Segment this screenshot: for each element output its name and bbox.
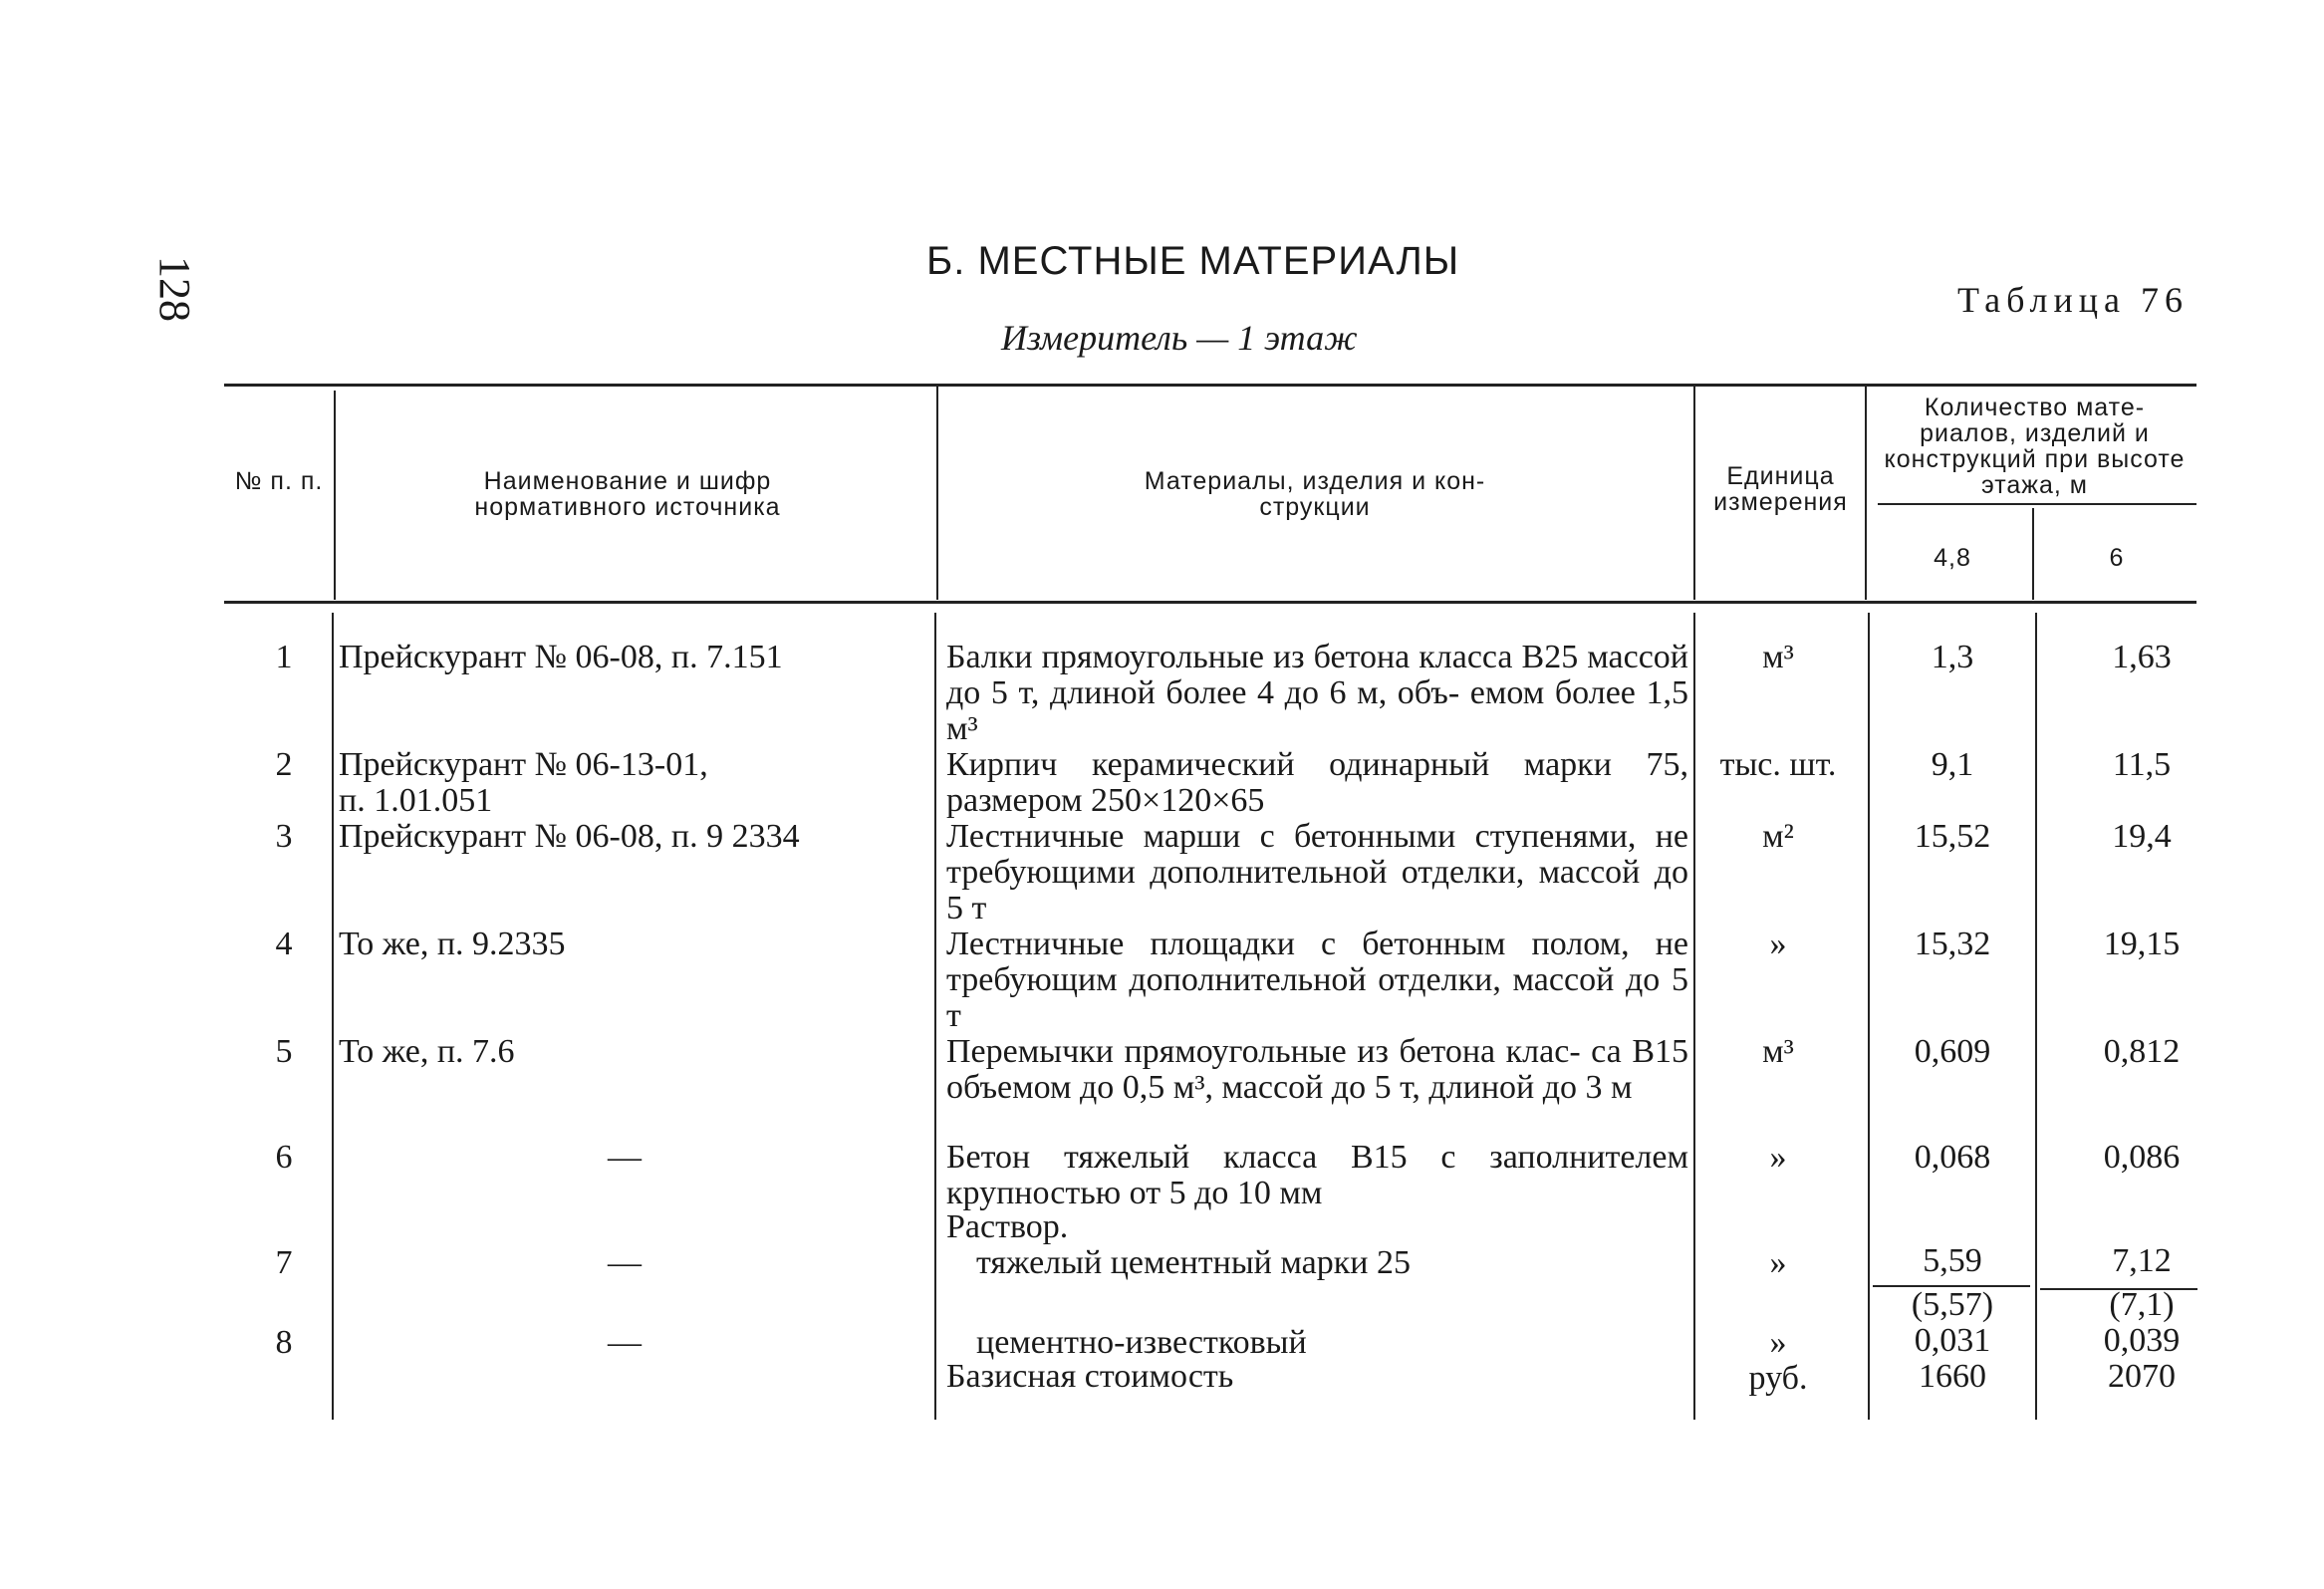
row-value-6: 1,63 — [2112, 639, 2172, 675]
row-material: Перемычки прямоугольные из бетона клас- са В15 объемом до 0,5 м³, массой до 5 т, длиной до 3 м — [946, 1033, 1688, 1106]
row-source: Прейскурант № 06-13-01, — [339, 746, 708, 783]
row-value-4-8: 5,59 — [1923, 1242, 1982, 1279]
row-value-6: 19,15 — [2103, 926, 2181, 962]
section-title: Б. МЕСТНЫЕ МАТЕРИАЛЫ — [926, 239, 1460, 283]
header-bottom-rule — [224, 601, 2196, 604]
row-material: Балки прямоугольные из бетона класса В25 массой до 5 т, длиной более 4 до 6 м, объ- емом более 1,5 м³ — [946, 639, 1688, 747]
row-num: 4 — [275, 926, 293, 962]
col-divider — [334, 391, 336, 600]
col-divider — [332, 613, 334, 1420]
row-value-6: 7,12 — [2112, 1242, 2172, 1279]
row-value-4-8: 15,52 — [1914, 818, 1991, 855]
row-value-4-8: 0,068 — [1914, 1139, 1991, 1176]
row-material: Кирпич керамический одинарный марки 75, размером 250×120×65 — [946, 746, 1688, 819]
col-divider — [1693, 384, 1695, 600]
row-unit: » — [1769, 926, 1787, 962]
row-value-6: 0,086 — [2103, 1139, 2181, 1176]
footer-label: Базисная стоимость — [946, 1358, 1234, 1395]
row-num: 1 — [275, 639, 293, 675]
row-unit: м³ — [1762, 1033, 1794, 1070]
row-source: Прейскурант № 06-08, п. 9 2334 — [339, 818, 800, 855]
row-material: тяжелый цементный марки 25 — [976, 1244, 1411, 1281]
header-source: Наименование и шифр нормативного источника — [474, 467, 781, 521]
table-top-rule — [224, 384, 2196, 387]
row-unit: » — [1769, 1324, 1787, 1361]
measure-caption: Измеритель — 1 этаж — [1001, 318, 1358, 358]
row-num: 8 — [275, 1324, 293, 1361]
row-material: Лестничные марши с бетонными ступенями, не требующими дополнительной отделки, массой до 5 т — [946, 818, 1688, 927]
header-materials: Материалы, изделия и кон- струкции — [1144, 467, 1486, 521]
row-material: Бетон тяжелый класса В15 с заполнителем крупностью от 5 до 10 мм — [946, 1139, 1688, 1211]
row-source: Прейскурант № 06-08, п. 7.151 — [339, 639, 783, 675]
row-source-dash: — — [608, 1244, 642, 1281]
row-material-heading: Раствор. — [946, 1208, 1069, 1245]
row-value-4-8: 0,031 — [1914, 1322, 1991, 1359]
page-number: 128 — [150, 256, 199, 322]
row-value-6: 19,4 — [2112, 818, 2172, 855]
col-divider — [1865, 384, 1867, 600]
row-value-4-8: 0,609 — [1914, 1033, 1991, 1070]
row-value-6-alt: (7,1) — [2109, 1286, 2175, 1323]
footer-value-4-8: 1660 — [1919, 1358, 1986, 1395]
row-value-6: 0,812 — [2103, 1033, 2181, 1070]
col-divider — [1868, 613, 1870, 1420]
row-num: 7 — [275, 1244, 293, 1281]
row-unit: тыс. шт. — [1719, 746, 1837, 783]
header-num: № п. п. — [234, 467, 324, 495]
row-unit: м³ — [1762, 639, 1794, 675]
row-value-4-8: 1,3 — [1931, 639, 1974, 675]
row-num: 2 — [275, 746, 293, 783]
col-divider — [936, 384, 938, 600]
footer-unit: руб. — [1748, 1360, 1808, 1397]
row-unit: » — [1769, 1244, 1787, 1281]
row-material: цементно-известковый — [976, 1324, 1307, 1361]
row-num: 3 — [275, 818, 293, 855]
header-height-4-8: 4,8 — [1934, 544, 1971, 572]
header-quantity: Количество мате- риалов, изделий и конструкций при высоте этажа, м — [1884, 394, 2186, 499]
row-source: То же, п. 7.6 — [339, 1033, 515, 1070]
row-value-4-8: 15,32 — [1914, 926, 1991, 962]
row-num: 6 — [275, 1139, 293, 1176]
row-value-4-8-alt: (5,57) — [1911, 1286, 1994, 1323]
row-value-6: 0,039 — [2103, 1322, 2181, 1359]
row-source-dash: — — [608, 1139, 642, 1176]
row-unit: м² — [1762, 818, 1794, 855]
footer-value-6: 2070 — [2108, 1358, 2176, 1395]
col-divider — [1693, 613, 1695, 1420]
table-label: Таблица 76 — [1957, 280, 2189, 320]
row-source-line2: п. 1.01.051 — [339, 782, 493, 819]
quantity-subheader-rule — [1878, 503, 2196, 505]
row-value-4-8: 9,1 — [1931, 746, 1974, 783]
header-height-6: 6 — [2109, 544, 2125, 572]
row-num: 5 — [275, 1033, 293, 1070]
header-unit: Единица измерения — [1713, 462, 1848, 516]
row-source-dash: — — [608, 1324, 642, 1361]
row-value-6: 11,5 — [2112, 746, 2172, 783]
col-divider — [2032, 508, 2034, 600]
row-unit: » — [1769, 1139, 1787, 1176]
row-material: Лестничные площадки с бетонным полом, не требующим дополнительной отделки, массой до 5 т — [946, 926, 1688, 1034]
row-source: То же, п. 9.2335 — [339, 926, 566, 962]
col-divider — [934, 613, 936, 1420]
